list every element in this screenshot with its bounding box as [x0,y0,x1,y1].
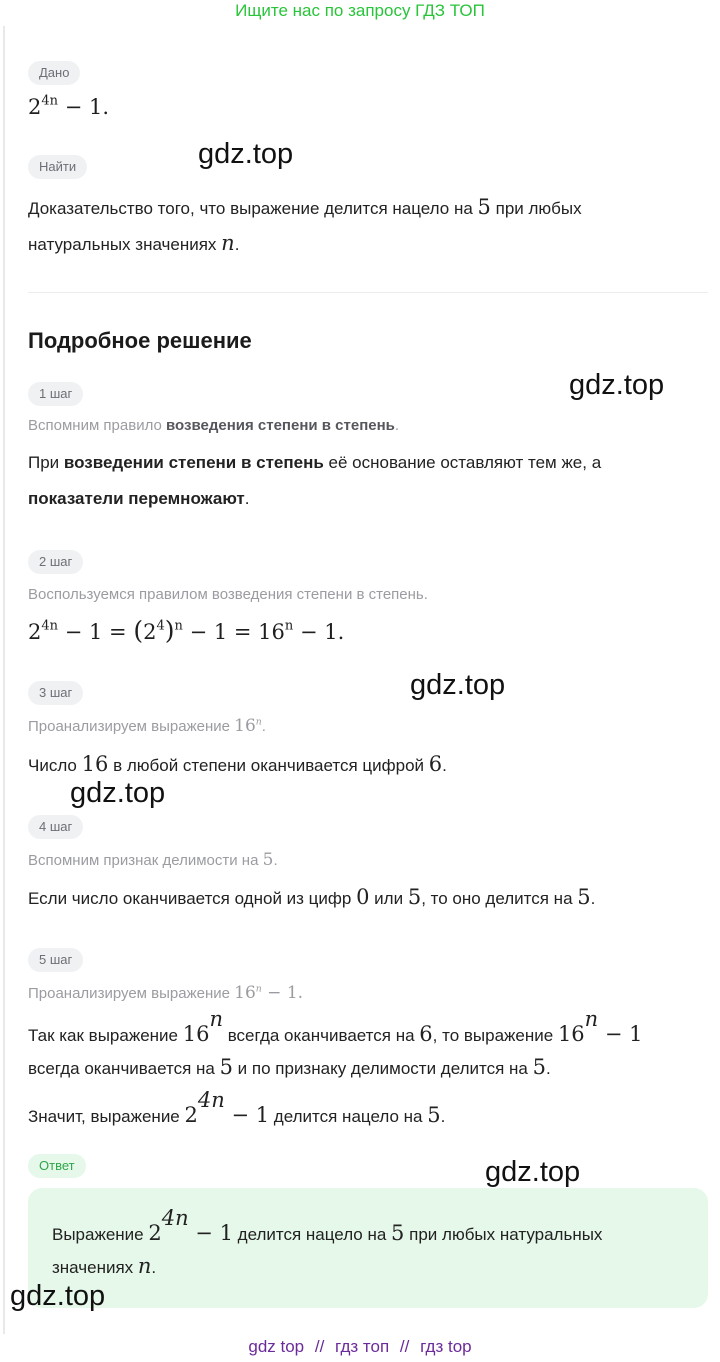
math-base: 16 [182,1022,210,1047]
math-text: − 1. [261,983,304,1003]
text: . [273,852,278,869]
text: всегда оканчивается на [28,1059,220,1078]
step-5-text-line-3 [28,1088,446,1128]
text: . [590,889,596,908]
step-1-text-line-2 [28,489,249,509]
step-1-badge: 1 шаг [28,382,83,406]
text: Выражение [52,1225,149,1245]
text: или [369,889,408,908]
step-2-badge: 2 шаг [28,550,83,574]
math-base: 2 [148,1221,162,1246]
math-number: 5 [262,850,274,870]
text: Число [28,756,82,775]
math-exponent: 4n [161,1206,189,1230]
math-base: 16 [234,983,256,1003]
text: Доказательство того, что выражение делится нацело на [28,199,478,218]
find-text-line-1 [28,195,582,219]
math-number: 5 [219,1055,233,1079]
math-number: 6 [419,1022,433,1047]
step-5-badge: 5 шаг [28,948,83,972]
text: . [546,1059,551,1078]
math-base: 2 [28,95,42,119]
text: и по признаку делимости делится на [232,1059,533,1078]
text: . [440,1107,446,1127]
step-1-text-line-1 [28,453,601,473]
text: Вспомним правило [28,417,167,434]
footer-links [0,1334,720,1360]
watermark: gdz.top [10,1280,106,1312]
math-exponent: n [584,1007,599,1031]
text: , то оно делится на [421,889,578,908]
watermark: gdz.top [198,138,294,170]
text: . [261,718,266,735]
math-variable: n [137,1254,152,1278]
text: Так как выражение [28,1026,183,1046]
section-divider [28,292,708,293]
find-text-line-2 [28,231,239,255]
watermark: gdz.top [410,669,506,701]
math-exponent: n [209,1007,223,1031]
math-exponent: 4n [41,93,59,109]
text: . [394,417,400,434]
math-exponent: n [255,716,262,728]
text: при любых натуральных [404,1225,603,1245]
math-number: 16 [81,752,109,776]
text: её основание оставляют тем же, а [323,453,602,472]
step-2-formula [28,616,344,645]
math-base: 16 [234,716,256,736]
math-variable: n [221,231,235,255]
watermark: gdz.top [70,777,166,809]
text: Вспомним признак делимости на [28,852,263,869]
math-number: 5 [427,1103,441,1128]
math-exponent: 4 [156,618,165,634]
text: всегда оканчивается на [222,1026,420,1046]
footer-separator: // [314,1337,325,1356]
math-number: 5 [532,1055,546,1079]
math-number: 5 [577,885,591,909]
math-number: 5 [477,195,491,219]
text: Проанализируем выражение [28,718,235,735]
math-text: − 1 = 16 [182,620,285,644]
step-5-hint [28,983,303,1003]
bold-text: возведении степени в степень [63,453,324,472]
text: При [28,453,64,472]
find-badge: Найти [28,155,87,179]
text: Проанализируем выражение [28,985,235,1002]
math-number: 5 [407,885,422,909]
text: , то выражение [432,1026,558,1046]
math-base: 2 [184,1103,198,1128]
top-banner[interactable]: Ищите нас по запросу ГДЗ ТОП [235,1,485,20]
answer-box [28,1188,708,1308]
text: Если число оканчивается одной из цифр [28,889,357,908]
step-2-hint: Воспользуемся правилом возведения степени в степень. [28,586,428,603]
text: натуральных значениях [28,235,222,254]
math-text: − 1. [58,95,110,119]
math-text: − 1 [188,1221,233,1246]
math-number: 6 [428,752,443,776]
text: в любой степени оканчивается цифрой [108,756,429,775]
answer-text-line-2 [52,1254,156,1278]
math-exponent: n [284,618,294,634]
footer-separator: // [399,1337,410,1356]
text: делится нацело на [269,1107,428,1127]
bold-text: показатели перемножают [28,489,245,508]
watermark: gdz.top [569,369,665,401]
text: Значит, выражение [28,1107,185,1127]
math-number: 5 [391,1221,405,1246]
given-badge: Дано [28,61,80,85]
step-3-badge: 3 шаг [28,681,83,705]
math-number: 0 [356,885,370,909]
step-5-text-line-2 [28,1055,551,1079]
step-1-hint [28,417,399,434]
bold-text: возведения степени в степень [166,417,395,434]
solution-title: Подробное решение [28,328,252,353]
text: значениях [52,1258,138,1277]
math-exponent: n [174,618,183,634]
step-5-text-line-1 [28,1007,643,1047]
given-expression [28,95,109,119]
math-text: − 1 = [58,620,134,644]
footer-link-gdz-top[interactable]: gdz top [248,1337,305,1356]
math-exponent: n [255,983,262,995]
math-exponent: 4n [197,1088,225,1112]
step-3-hint [28,716,266,736]
text: . [244,489,250,508]
step-4-text [28,885,595,909]
math-text: − 1. [293,620,345,644]
text: при любых [490,199,582,218]
step-4-hint [28,850,278,870]
text: . [442,756,447,775]
step-4-badge: 4 шаг [28,815,83,839]
math-text: − 1 [598,1022,643,1047]
step-3-text [28,752,447,776]
answer-badge: Ответ [28,1154,86,1178]
math-base: 2 [143,620,157,644]
math-exponent: 4n [41,618,59,634]
math-base: 2 [28,620,42,644]
text: делится нацело на [232,1225,392,1245]
math-base: 16 [557,1022,585,1047]
left-divider [3,26,5,1334]
watermark: gdz.top [485,1156,581,1188]
answer-text-line-1 [52,1206,603,1246]
math-text: − 1 [224,1103,270,1128]
text: . [151,1258,157,1277]
math-paren: ( [133,616,144,645]
text: . [234,235,240,254]
math-paren: ) [164,616,175,645]
footer-link-gdz-top-ru[interactable]: гдз топ [335,1337,390,1356]
footer-link-gdz-top-mixed[interactable]: гдз top [420,1337,472,1356]
